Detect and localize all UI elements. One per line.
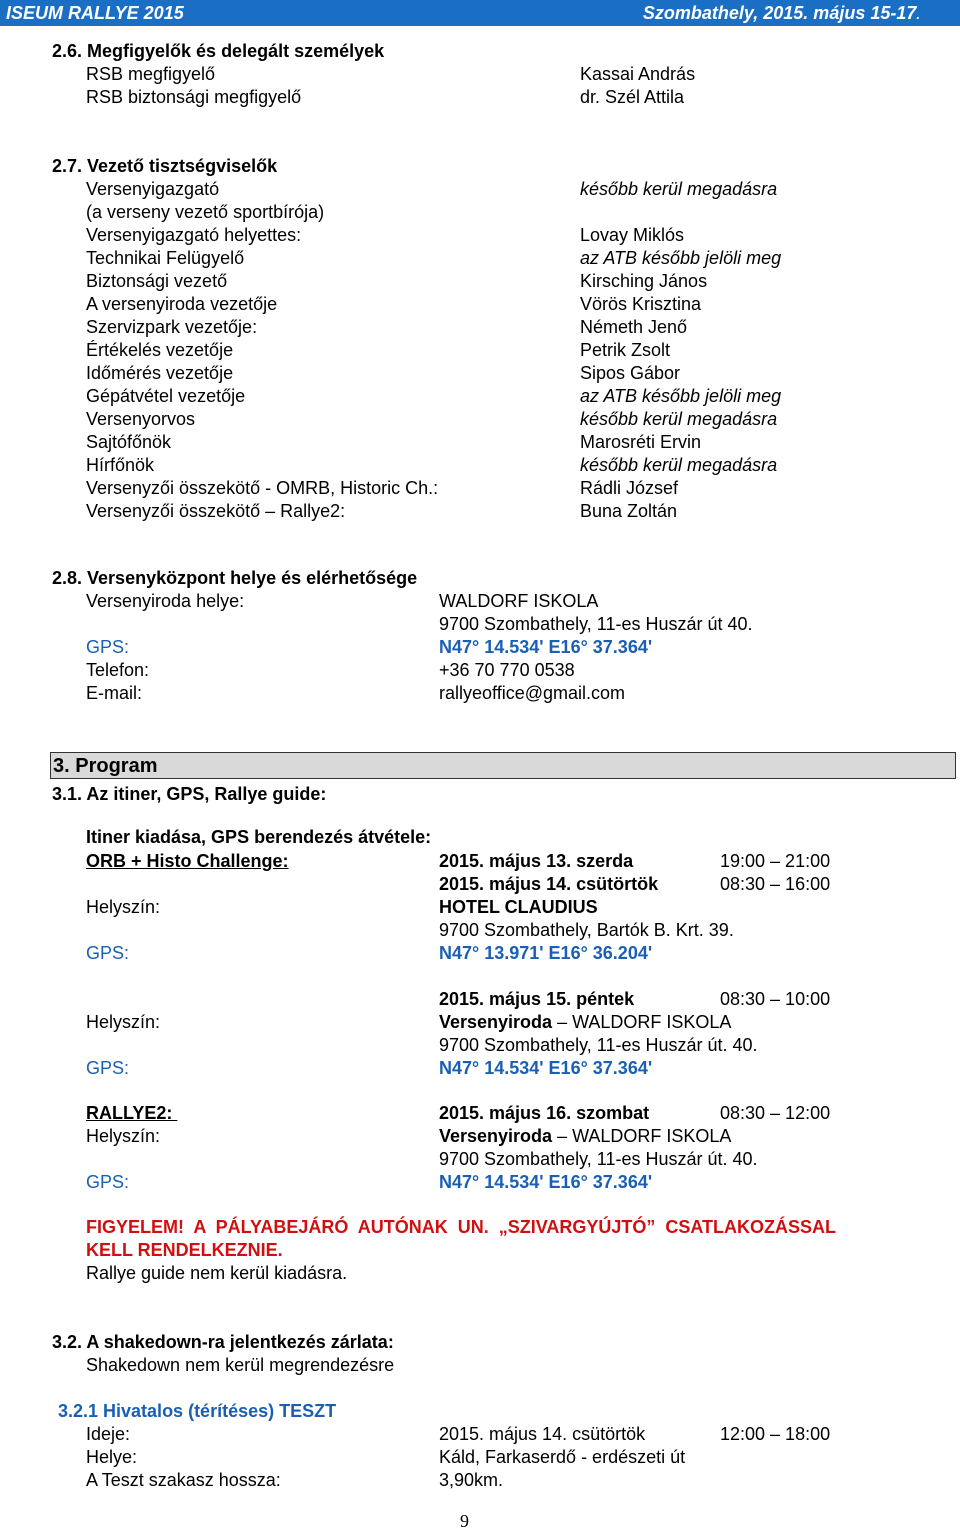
- official-role: Időmérés vezetője: [86, 363, 234, 383]
- official-name: Petrik Zsolt: [580, 340, 671, 360]
- phone-label: Telefon:: [86, 660, 150, 680]
- page-header: [0, 0, 960, 26]
- itiner-title: Itiner kiadása, GPS berendezés átvétele:: [86, 827, 432, 847]
- program-title: 3. Program: [53, 755, 158, 777]
- gps-label-2: GPS:: [86, 1058, 130, 1078]
- section-3-2-title: 3.2. A shakedown-ra jelentkezés zárlata:: [52, 1332, 394, 1352]
- office-address-2: 9700 Szombathely, 11-es Huszár út. 40.: [439, 1035, 758, 1055]
- time-4: 08:30 – 12:00: [720, 1103, 831, 1123]
- office-location-2: Versenyiroda – WALDORF ISKOLA: [439, 1012, 732, 1032]
- official-role: Technikai Felügyelő: [86, 248, 245, 268]
- official-role: A versenyiroda vezetője: [86, 294, 278, 314]
- observer-value: Kassai András: [580, 64, 696, 84]
- official-name: Marosréti Ervin: [580, 432, 702, 452]
- orb-label: ORB + Histo Challenge:: [86, 851, 289, 871]
- official-name: Sipos Gábor: [580, 363, 681, 383]
- test-place-value: Káld, Farkaserdő - erdészeti út: [439, 1447, 686, 1467]
- gps-label-1: GPS:: [86, 943, 130, 963]
- official-role: Gépátvétel vezetője: [86, 386, 246, 406]
- shakedown-note: Shakedown nem kerül megrendezésre: [86, 1355, 395, 1375]
- test-date: 2015. május 14. csütörtök: [439, 1424, 646, 1444]
- section-2-6-title: 2.6. Megfigyelők és delegált személyek: [52, 41, 385, 61]
- official-role: Értékelés vezetője: [86, 340, 234, 360]
- official-name: Lovay Miklós: [580, 225, 685, 245]
- safety-observer-value: dr. Szél Attila: [580, 87, 685, 107]
- office-address-3: 9700 Szombathely, 11-es Huszár út. 40.: [439, 1149, 758, 1169]
- office-value: WALDORF ISKOLA: [439, 591, 599, 611]
- program-heading-bar: [50, 752, 956, 779]
- official-role: Versenyzői összekötő - OMRB, Historic Ch.:: [86, 478, 439, 498]
- warning-line-2: KELL RENDELKEZNIE.: [86, 1240, 283, 1260]
- gps-value: N47° 14.534' E16° 37.364': [439, 637, 653, 657]
- official-name: Németh Jenő: [580, 317, 688, 337]
- official-name: később kerül megadásra: [580, 455, 778, 475]
- official-role: Hírfőnök: [86, 455, 155, 475]
- email-label: E-mail:: [86, 683, 143, 703]
- date-2: 2015. május 14. csütörtök: [439, 874, 659, 894]
- email-value: rallyeoffice@gmail.com: [439, 683, 626, 703]
- official-role: Szervizpark vezetője:: [86, 317, 258, 337]
- time-2: 08:30 – 16:00: [720, 874, 831, 894]
- official-name: az ATB később jelöli meg: [580, 386, 782, 406]
- date-1: 2015. május 13. szerda: [439, 851, 634, 871]
- safety-observer-label: RSB biztonsági megfigyelő: [86, 87, 302, 107]
- location-label-2: Helyszín:: [86, 1012, 161, 1032]
- official-role: Versenyigazgató: [86, 179, 220, 199]
- warning-line-1: FIGYELEM! A PÁLYABEJÁRÓ AUTÓNAK UN. „SZIVARGYÚJTÓ” CSATLAKOZÁSSAL: [86, 1217, 837, 1237]
- section-3-2-1-title: 3.2.1 Hivatalos (térítéses) TESZT: [58, 1401, 337, 1421]
- page-number: 9: [460, 1511, 469, 1531]
- location-label-3: Helyszín:: [86, 1126, 161, 1146]
- header-title: ISEUM RALLYE 2015: [6, 3, 184, 23]
- phone-value: +36 70 770 0538: [439, 660, 575, 680]
- official-name: Buna Zoltán: [580, 501, 678, 521]
- office-location-3: Versenyiroda – WALDORF ISKOLA: [439, 1126, 732, 1146]
- test-time: 12:00 – 18:00: [720, 1424, 831, 1444]
- official-name: Rádli József: [580, 478, 679, 498]
- guide-note: Rallye guide nem kerül kiadásra.: [86, 1263, 348, 1283]
- observer-label: RSB megfigyelő: [86, 64, 216, 84]
- hotel-name: HOTEL CLAUDIUS: [439, 897, 598, 917]
- section-2-8-title: 2.8. Versenyközpont helye és elérhetősége: [52, 568, 418, 588]
- gps-label: GPS:: [86, 637, 130, 657]
- gps-value-3: N47° 14.534' E16° 37.364': [439, 1172, 653, 1192]
- date-4: 2015. május 16. szombat: [439, 1103, 650, 1123]
- time-1: 19:00 – 21:00: [720, 851, 831, 871]
- official-role: Biztonsági vezető: [86, 271, 228, 291]
- test-length-label: A Teszt szakasz hossza:: [86, 1470, 281, 1490]
- header-place-date: Szombathely, 2015. május 15-17.: [642, 3, 920, 23]
- gps-value-1: N47° 13.971' E16° 36.204': [439, 943, 653, 963]
- official-name: az ATB később jelöli meg: [580, 248, 782, 268]
- official-name: Kirsching János: [580, 271, 708, 291]
- test-length-value: 3,90km.: [439, 1470, 504, 1490]
- official-name: később kerül megadásra: [580, 179, 778, 199]
- official-role: Versenyorvos: [86, 409, 196, 429]
- official-role: (a verseny vezető sportbírója): [86, 202, 325, 222]
- official-role: Versenyigazgató helyettes:: [86, 225, 302, 245]
- location-label-1: Helyszín:: [86, 897, 161, 917]
- official-name: később kerül megadásra: [580, 409, 778, 429]
- rallye2-label: RALLYE2:: [86, 1103, 178, 1123]
- office-address: 9700 Szombathely, 11-es Huszár út 40.: [439, 614, 753, 634]
- office-label: Versenyiroda helye:: [86, 591, 245, 611]
- section-2-7-title: 2.7. Vezető tisztségviselők: [52, 156, 278, 176]
- time-3: 08:30 – 10:00: [720, 989, 831, 1009]
- official-role: Versenyzői összekötő – Rallye2:: [86, 501, 346, 521]
- gps-label-3: GPS:: [86, 1172, 130, 1192]
- section-3-1-title: 3.1. Az itiner, GPS, Rallye guide:: [52, 784, 327, 804]
- date-3: 2015. május 15. péntek: [439, 989, 635, 1009]
- test-time-label: Ideje:: [86, 1424, 131, 1444]
- test-place-label: Helye:: [86, 1447, 138, 1467]
- official-role: Sajtófőnök: [86, 432, 172, 452]
- hotel-address: 9700 Szombathely, Bartók B. Krt. 39.: [439, 920, 734, 940]
- gps-value-2: N47° 14.534' E16° 37.364': [439, 1058, 653, 1078]
- official-name: Vörös Krisztina: [580, 294, 702, 314]
